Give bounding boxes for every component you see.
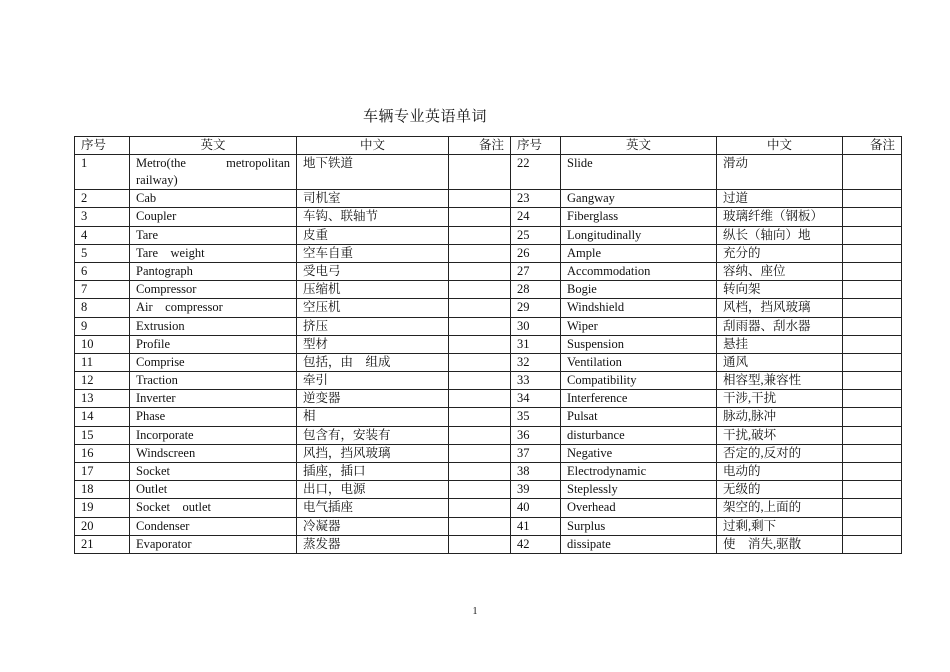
cell-chinese-left: 地下铁道 (297, 155, 449, 190)
cell-english-left: Tare weight (130, 244, 297, 262)
cell-number-right: 33 (511, 372, 561, 390)
cell-chinese-left: 受电弓 (297, 262, 449, 280)
cell-note-left (449, 390, 511, 408)
cell-note-left (449, 281, 511, 299)
cell-note-left (449, 317, 511, 335)
cell-chinese-left: 挤压 (297, 317, 449, 335)
table-row (75, 335, 902, 353)
cell-number-left: 9 (75, 317, 130, 335)
cell-chinese-right: 充分的 (717, 244, 843, 262)
cell-chinese-left: 相 (297, 408, 449, 426)
cell-note-left (449, 353, 511, 371)
cell-note-right (843, 463, 902, 481)
table-row (75, 372, 902, 390)
cell-english-left: Metro(the metropolitan railway) (130, 155, 297, 190)
table-row (75, 226, 902, 244)
cell-number-right: 35 (511, 408, 561, 426)
cell-english-right: Electrodynamic (561, 463, 717, 481)
cell-chinese-left: 出口，电源 (297, 481, 449, 499)
cell-english-left: Socket outlet (130, 499, 297, 517)
cell-english-right: Compatibility (561, 372, 717, 390)
cell-note-left (449, 426, 511, 444)
cell-number-right: 23 (511, 190, 561, 208)
cell-chinese-right: 过道 (717, 190, 843, 208)
cell-chinese-right: 电动的 (717, 463, 843, 481)
header-note-right: 备注 (843, 137, 902, 155)
table-body (75, 155, 902, 554)
cell-english-left: Traction (130, 372, 297, 390)
cell-chinese-right: 过剩,剩下 (717, 517, 843, 535)
header-chinese-right: 中文 (717, 137, 843, 155)
cell-english-left: Comprise (130, 353, 297, 371)
cell-number-right: 40 (511, 499, 561, 517)
cell-english-right: Surplus (561, 517, 717, 535)
table-row (75, 262, 902, 280)
table-row (75, 244, 902, 262)
cell-note-right (843, 208, 902, 226)
header-chinese-left: 中文 (297, 137, 449, 155)
header-note-left: 备注 (449, 137, 511, 155)
cell-number-right: 34 (511, 390, 561, 408)
cell-chinese-left: 电气插座 (297, 499, 449, 517)
cell-english-left: Cab (130, 190, 297, 208)
cell-number-right: 27 (511, 262, 561, 280)
cell-chinese-right: 无级的 (717, 481, 843, 499)
cell-number-right: 22 (511, 155, 561, 190)
cell-english-right: Ample (561, 244, 717, 262)
cell-note-left (449, 535, 511, 553)
cell-english-left: Evaporator (130, 535, 297, 553)
cell-english-right: Overhead (561, 499, 717, 517)
table-row (75, 481, 902, 499)
cell-number-left: 20 (75, 517, 130, 535)
cell-chinese-right: 通风 (717, 353, 843, 371)
cell-english-left: Extrusion (130, 317, 297, 335)
cell-chinese-left: 牵引 (297, 372, 449, 390)
cell-chinese-left: 车钩、联轴节 (297, 208, 449, 226)
cell-chinese-right: 滑动 (717, 155, 843, 190)
cell-number-right: 37 (511, 444, 561, 462)
cell-chinese-right: 玻璃纤维（钢板） (717, 208, 843, 226)
cell-note-left (449, 155, 511, 190)
cell-number-left: 3 (75, 208, 130, 226)
page-number: 1 (472, 606, 478, 617)
cell-english-left: Air compressor (130, 299, 297, 317)
cell-note-left (449, 408, 511, 426)
table-row (75, 353, 902, 371)
cell-english-right: Fiberglass (561, 208, 717, 226)
cell-chinese-left: 包括，由 组成 (297, 353, 449, 371)
cell-note-right (843, 281, 902, 299)
cell-english-left: Phase (130, 408, 297, 426)
cell-english-right: Longitudinally (561, 226, 717, 244)
table-row (75, 299, 902, 317)
cell-english-right: Windshield (561, 299, 717, 317)
cell-number-right: 28 (511, 281, 561, 299)
cell-note-left (449, 226, 511, 244)
cell-note-right (843, 390, 902, 408)
table-header-row (75, 137, 902, 155)
cell-english-right: disturbance (561, 426, 717, 444)
cell-english-right: dissipate (561, 535, 717, 553)
cell-number-left: 17 (75, 463, 130, 481)
cell-chinese-left: 皮重 (297, 226, 449, 244)
cell-chinese-right: 转向架 (717, 281, 843, 299)
table-row (75, 517, 902, 535)
cell-english-right: Bogie (561, 281, 717, 299)
cell-number-right: 25 (511, 226, 561, 244)
cell-number-right: 31 (511, 335, 561, 353)
cell-chinese-right: 容纳、座位 (717, 262, 843, 280)
cell-note-left (449, 481, 511, 499)
cell-chinese-right: 架空的,上面的 (717, 499, 843, 517)
cell-number-left: 11 (75, 353, 130, 371)
cell-number-left: 8 (75, 299, 130, 317)
cell-chinese-left: 冷凝器 (297, 517, 449, 535)
cell-chinese-right: 纵长（轴向）地 (717, 226, 843, 244)
cell-chinese-right: 风档，挡风玻璃 (717, 299, 843, 317)
cell-note-left (449, 299, 511, 317)
cell-chinese-left: 包含有，安装有 (297, 426, 449, 444)
table-row (75, 444, 902, 462)
cell-english-right: Ventilation (561, 353, 717, 371)
cell-number-right: 39 (511, 481, 561, 499)
vocabulary-table (74, 136, 902, 554)
cell-note-right (843, 372, 902, 390)
cell-note-right (843, 426, 902, 444)
cell-number-left: 12 (75, 372, 130, 390)
cell-note-left (449, 262, 511, 280)
table-row (75, 208, 902, 226)
cell-chinese-right: 相容型,兼容性 (717, 372, 843, 390)
cell-note-right (843, 517, 902, 535)
cell-number-right: 26 (511, 244, 561, 262)
cell-number-right: 38 (511, 463, 561, 481)
cell-english-left: Profile (130, 335, 297, 353)
cell-number-right: 24 (511, 208, 561, 226)
cell-english-right: Pulsat (561, 408, 717, 426)
cell-english-right: Steplessly (561, 481, 717, 499)
cell-chinese-left: 插座，插口 (297, 463, 449, 481)
table-row (75, 317, 902, 335)
cell-english-left: Windscreen (130, 444, 297, 462)
cell-english-left: Compressor (130, 281, 297, 299)
cell-number-left: 5 (75, 244, 130, 262)
cell-english-right: Slide (561, 155, 717, 190)
cell-english-right: Suspension (561, 335, 717, 353)
cell-number-right: 36 (511, 426, 561, 444)
table-row (75, 190, 902, 208)
cell-english-left: Tare (130, 226, 297, 244)
cell-chinese-right: 干涉,干扰 (717, 390, 843, 408)
cell-note-right (843, 317, 902, 335)
cell-english-right: Gangway (561, 190, 717, 208)
cell-chinese-left: 空车自重 (297, 244, 449, 262)
cell-note-left (449, 208, 511, 226)
cell-english-left: Inverter (130, 390, 297, 408)
cell-note-right (843, 499, 902, 517)
table-row (75, 535, 902, 553)
cell-chinese-right: 脉动,脉冲 (717, 408, 843, 426)
cell-note-left (449, 444, 511, 462)
cell-chinese-left: 压缩机 (297, 281, 449, 299)
header-number-left: 序号 (75, 137, 130, 155)
cell-number-left: 2 (75, 190, 130, 208)
cell-note-right (843, 535, 902, 553)
cell-note-left (449, 190, 511, 208)
cell-chinese-left: 风挡，挡风玻璃 (297, 444, 449, 462)
cell-english-right: Wiper (561, 317, 717, 335)
cell-english-left: Incorporate (130, 426, 297, 444)
header-english-left: 英文 (130, 137, 297, 155)
table-row (75, 390, 902, 408)
cell-chinese-right: 悬挂 (717, 335, 843, 353)
cell-note-right (843, 190, 902, 208)
table-row (75, 281, 902, 299)
cell-english-left: Outlet (130, 481, 297, 499)
table-row (75, 463, 902, 481)
cell-chinese-right: 使 消失,驱散 (717, 535, 843, 553)
cell-number-right: 41 (511, 517, 561, 535)
cell-number-left: 15 (75, 426, 130, 444)
cell-note-left (449, 499, 511, 517)
cell-number-left: 21 (75, 535, 130, 553)
cell-english-left: Socket (130, 463, 297, 481)
cell-note-right (843, 299, 902, 317)
cell-note-right (843, 408, 902, 426)
table-row (75, 155, 902, 190)
cell-english-left: Pantograph (130, 262, 297, 280)
cell-note-left (449, 244, 511, 262)
cell-number-left: 19 (75, 499, 130, 517)
cell-chinese-right: 干扰,破坏 (717, 426, 843, 444)
cell-chinese-right: 否定的,反对的 (717, 444, 843, 462)
cell-english-right: Interference (561, 390, 717, 408)
cell-number-left: 10 (75, 335, 130, 353)
cell-english-left: Condenser (130, 517, 297, 535)
document-title: 车辆专业英语单词 (362, 109, 487, 125)
cell-number-right: 32 (511, 353, 561, 371)
cell-note-left (449, 517, 511, 535)
cell-chinese-left: 逆变器 (297, 390, 449, 408)
cell-note-right (843, 155, 902, 190)
cell-chinese-left: 司机室 (297, 190, 449, 208)
cell-chinese-left: 空压机 (297, 299, 449, 317)
table-row (75, 408, 902, 426)
cell-number-left: 4 (75, 226, 130, 244)
cell-number-left: 14 (75, 408, 130, 426)
cell-number-right: 29 (511, 299, 561, 317)
cell-note-left (449, 335, 511, 353)
cell-number-left: 16 (75, 444, 130, 462)
cell-number-left: 13 (75, 390, 130, 408)
cell-english-left: Coupler (130, 208, 297, 226)
cell-note-right (843, 226, 902, 244)
cell-number-left: 18 (75, 481, 130, 499)
cell-note-right (843, 262, 902, 280)
table-row (75, 426, 902, 444)
cell-number-right: 30 (511, 317, 561, 335)
cell-number-right: 42 (511, 535, 561, 553)
cell-note-right (843, 481, 902, 499)
header-number-right: 序号 (511, 137, 561, 155)
cell-chinese-left: 蒸发器 (297, 535, 449, 553)
cell-note-right (843, 444, 902, 462)
cell-number-left: 6 (75, 262, 130, 280)
cell-note-right (843, 335, 902, 353)
cell-chinese-right: 刮雨器、刮水器 (717, 317, 843, 335)
cell-note-right (843, 353, 902, 371)
table-row (75, 499, 902, 517)
cell-english-right: Accommodation (561, 262, 717, 280)
cell-note-left (449, 372, 511, 390)
cell-number-left: 1 (75, 155, 130, 190)
cell-number-left: 7 (75, 281, 130, 299)
cell-note-left (449, 463, 511, 481)
header-english-right: 英文 (561, 137, 717, 155)
cell-chinese-left: 型材 (297, 335, 449, 353)
cell-english-right: Negative (561, 444, 717, 462)
cell-note-right (843, 244, 902, 262)
